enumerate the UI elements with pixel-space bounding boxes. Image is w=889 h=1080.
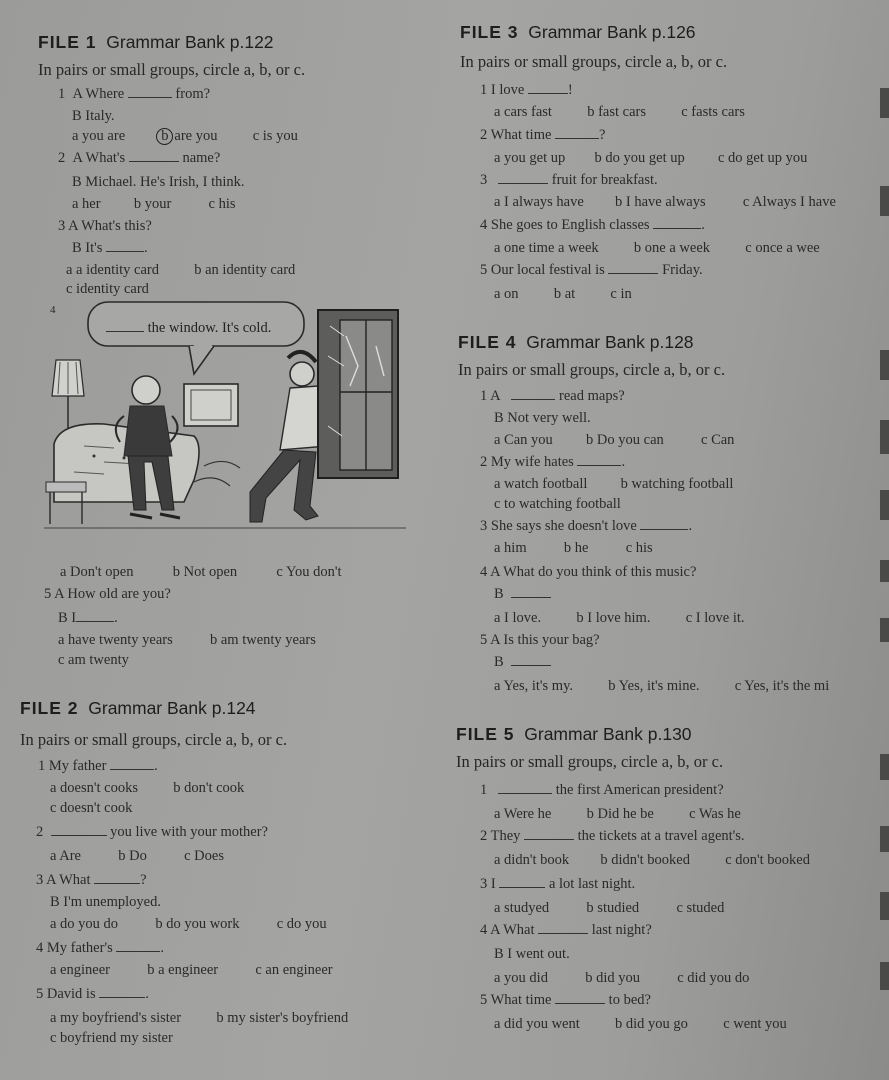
option-c[interactable]: c in: [610, 286, 632, 302]
answer-blank: [499, 876, 545, 888]
answer-blank: [511, 654, 551, 666]
file1-q4-number: 4: [50, 304, 56, 316]
file1-q5-line-a: 5 A How old are you?: [44, 586, 171, 602]
option-c[interactable]: c Always I have: [742, 194, 836, 210]
file4-q1-options: [494, 432, 734, 449]
option-c[interactable]: c You don't: [276, 564, 342, 580]
option-b[interactable]: b Do you can: [586, 432, 664, 448]
answer-blank: [106, 240, 144, 252]
answer-blank: [94, 872, 140, 884]
file3-q5-line: 5 Our local festival is Friday.: [480, 262, 703, 278]
option-a[interactable]: a Were he: [494, 806, 552, 822]
binding-tab: [880, 490, 889, 520]
option-c[interactable]: c I love it.: [685, 610, 745, 626]
option-a[interactable]: a studyed: [494, 900, 550, 916]
option-c[interactable]: c his: [208, 196, 236, 212]
option-b[interactable]: b did you: [585, 970, 640, 986]
file1-q5-option-c[interactable]: c am twenty: [58, 652, 129, 668]
option-b[interactable]: b do you work: [155, 916, 240, 932]
file2-q3-line-a: 3 A What ?: [36, 872, 147, 888]
option-b[interactable]: b Yes, it's mine.: [608, 678, 700, 694]
option-a[interactable]: a Yes, it's my.: [494, 678, 574, 694]
file4-q2-line: 2 My wife hates .: [480, 454, 626, 470]
answer-blank: [608, 262, 658, 274]
file2-heading: FILE 2 Grammar Bank p.124: [20, 698, 256, 718]
option-a[interactable]: a I always have: [494, 194, 584, 210]
answer-blank: [128, 86, 172, 98]
file2-q3-line-b: B I'm unemployed.: [50, 894, 161, 910]
option-b[interactable]: b watching football: [620, 476, 734, 492]
cartoon-illustration: [44, 296, 406, 540]
file2-q4-line: 4 My father's .: [36, 940, 164, 956]
file5-q4-line-b: B I went out.: [494, 946, 570, 962]
file4-q3-line: 3 She says she doesn't love .: [480, 518, 693, 534]
option-a[interactable]: a my boyfriend's sister: [50, 1010, 182, 1026]
file5-q1-options: [494, 806, 741, 823]
file3-instructions: In pairs or small groups, circle a, b, or c.: [460, 52, 728, 71]
answer-blank: [555, 127, 599, 139]
file5-q4-options: [494, 970, 749, 987]
option-b[interactable]: b one a week: [633, 240, 711, 256]
binding-tab: [880, 754, 889, 780]
binding-tab: [880, 618, 889, 642]
answer-blank: [577, 454, 621, 466]
file4-q5-options: [494, 678, 829, 695]
answer-blank: [76, 610, 114, 622]
file1-q1-options: [72, 128, 298, 145]
option-b[interactable]: b at: [553, 286, 576, 302]
answer-blank: [116, 940, 160, 952]
option-a[interactable]: a did you went: [494, 1016, 580, 1032]
option-a[interactable]: a on: [494, 286, 519, 302]
answer-blank: [129, 150, 179, 162]
option-b[interactable]: b didn't booked: [600, 852, 690, 868]
file3-q1-line: 1 I love !: [480, 82, 573, 98]
option-c[interactable]: c do you: [276, 916, 327, 932]
file4-q2-option-c[interactable]: c to watching football: [494, 496, 621, 512]
option-b[interactable]: b are you: [156, 128, 217, 144]
file1-q2-line-a: 2 A What's name?: [58, 150, 221, 166]
option-a[interactable]: a Can you: [494, 432, 553, 448]
option-c[interactable]: c did you do: [677, 970, 750, 986]
file3-q3-line: 3 fruit for breakfast.: [480, 172, 658, 188]
option-a[interactable]: a him: [494, 540, 527, 556]
option-a[interactable]: a a identity card: [66, 262, 159, 278]
option-b[interactable]: b a engineer: [147, 962, 219, 978]
option-c[interactable]: c went you: [723, 1016, 787, 1032]
file3-q2-line: 2 What time ?: [480, 127, 606, 143]
file2-q4-options: [50, 962, 333, 979]
option-c[interactable]: c Does: [184, 848, 224, 864]
option-b[interactable]: b my sister's boyfriend: [216, 1010, 349, 1026]
answer-blank: [524, 828, 574, 840]
answer-blank: [538, 922, 588, 934]
file5-q5-options: [494, 1016, 787, 1033]
option-a[interactable]: a watch football: [494, 476, 588, 492]
file2-q5-options: [50, 1010, 348, 1027]
binding-tab: [880, 88, 889, 118]
file1-q4-options: [60, 564, 341, 581]
file3-q2-options: [494, 150, 807, 167]
option-b[interactable]: b fast cars: [587, 104, 646, 120]
file5-q2-options: [494, 852, 810, 869]
answer-blank: [640, 518, 688, 530]
file2-q1-options: [50, 780, 244, 797]
file1-q3-options: [66, 262, 295, 279]
file1-q1-line-b: B Italy.: [72, 108, 115, 124]
file1-q3-option-c[interactable]: c identity card: [66, 281, 149, 297]
file4-q4-line-b: B: [494, 586, 551, 603]
answer-blank: [498, 782, 552, 794]
file5-q4-line-a: 4 A What last night?: [480, 922, 652, 938]
file2-instructions: In pairs or small groups, circle a, b, or c.: [20, 730, 288, 749]
option-c[interactable]: c do get up you: [718, 150, 808, 166]
file2-q2-line: 2 you live with your mother?: [36, 824, 268, 840]
file1-q3-line-a: 3 A What's this?: [58, 218, 152, 234]
option-c[interactable]: c Yes, it's the mi: [734, 678, 830, 694]
option-a[interactable]: a didn't book: [494, 852, 570, 868]
file1-q5-line-b: B I .: [58, 610, 118, 626]
file3-q1-options: [494, 104, 745, 121]
option-a[interactable]: a you get up: [494, 150, 566, 166]
option-b[interactable]: b he: [563, 540, 589, 556]
file4-q2-options: [494, 476, 733, 493]
file1-q2-options: [72, 196, 236, 213]
option-b[interactable]: b do you get up: [594, 150, 685, 166]
option-a[interactable]: a Are: [50, 848, 81, 864]
option-b[interactable]: b your: [133, 196, 172, 212]
answer-blank: [99, 986, 145, 998]
answer-blank: [555, 992, 605, 1004]
option-b[interactable]: b don't cook: [173, 780, 245, 796]
option-c[interactable]: c his: [625, 540, 653, 556]
option-c[interactable]: c an engineer: [255, 962, 333, 978]
file4-q1-line-a: 1 A read maps?: [480, 388, 625, 404]
option-c[interactable]: c is you: [252, 128, 298, 144]
option-c[interactable]: c once a wee: [745, 240, 820, 256]
option-c[interactable]: c Was he: [689, 806, 741, 822]
binding-tab: [880, 186, 889, 216]
answer-blank: [653, 217, 701, 229]
option-b[interactable]: b did you go: [615, 1016, 688, 1032]
option-a[interactable]: a Don't open: [60, 564, 134, 580]
file4-q3-options: [494, 540, 653, 557]
option-a[interactable]: a have twenty years: [58, 632, 173, 648]
file2-q5-option-c[interactable]: c boyfriend my sister: [50, 1030, 173, 1046]
file4-q4-options: [494, 610, 745, 627]
option-b[interactable]: b studied: [586, 900, 640, 916]
option-b[interactable]: b am twenty years: [210, 632, 316, 648]
file1-q3-line-b: B It's .: [72, 240, 148, 256]
file4-q4-line-a: 4 A What do you think of this music?: [480, 564, 697, 580]
file2-q3-options: [50, 916, 327, 933]
option-a[interactable]: a her: [72, 196, 101, 212]
answer-blank: [110, 758, 154, 770]
option-c[interactable]: c studed: [676, 900, 725, 916]
binding-tab: [880, 560, 889, 582]
file4-q5-line-b: B: [494, 654, 551, 671]
file3-q3-options: [494, 194, 836, 211]
option-b[interactable]: b Not open: [172, 564, 238, 580]
answer-blank: [51, 824, 107, 836]
circled-answer-mark: b: [156, 128, 173, 145]
binding-tab: [880, 892, 889, 920]
file3-q4-options: [494, 240, 820, 257]
speech-bubble-text: the window. It's cold.: [106, 320, 271, 337]
file2-q5-line: 5 David is .: [36, 986, 149, 1002]
option-b[interactable]: b I have always: [615, 194, 706, 210]
option-a[interactable]: a you did: [494, 970, 548, 986]
option-b[interactable]: b an identity card: [194, 262, 296, 278]
binding-tab: [880, 420, 889, 454]
option-b[interactable]: b Did he be: [586, 806, 654, 822]
answer-blank: [511, 586, 551, 598]
file4-q1-line-b: B Not very well.: [494, 410, 591, 426]
option-a[interactable]: a you are: [72, 128, 126, 144]
option-a[interactable]: a do you do: [50, 916, 119, 932]
file3-q4-line: 4 She goes to English classes .: [480, 217, 705, 233]
file3-q5-options: [494, 286, 632, 303]
option-a[interactable]: a I love.: [494, 610, 542, 626]
file5-heading: FILE 5 Grammar Bank p.130: [456, 724, 692, 744]
binding-tab: [880, 350, 889, 380]
file1-heading: FILE 1 Grammar Bank p.122: [38, 32, 274, 52]
file5-q3-options: [494, 900, 724, 917]
file5-q3-line: 3 I a lot last night.: [480, 876, 636, 892]
file4-instructions: In pairs or small groups, circle a, b, or c.: [458, 360, 726, 379]
file5-q1-line: 1 the first American president?: [480, 782, 724, 798]
option-a[interactable]: a doesn't cooks: [50, 780, 138, 796]
file1-q5-options: [58, 632, 316, 649]
binding-tab: [880, 962, 889, 990]
file1-q1-line-a: 1 A Where from?: [58, 86, 211, 102]
file4-heading: FILE 4 Grammar Bank p.128: [458, 332, 694, 352]
binding-tab: [880, 826, 889, 852]
file5-q5-line: 5 What time to bed?: [480, 992, 651, 1008]
answer-blank: [511, 388, 555, 400]
option-a[interactable]: a one time a week: [494, 240, 599, 256]
option-b[interactable]: b I love him.: [576, 610, 651, 626]
option-a[interactable]: a cars fast: [494, 104, 552, 120]
option-c[interactable]: c don't booked: [725, 852, 810, 868]
file4-q5-line-a: 5 A Is this your bag?: [480, 632, 600, 648]
option-c[interactable]: c fasts cars: [681, 104, 745, 120]
option-c[interactable]: c Can: [701, 432, 735, 448]
answer-blank: [528, 82, 568, 94]
answer-blank: [498, 172, 548, 184]
file2-q1-line: 1 My father .: [38, 758, 158, 774]
file1-q2-line-b: B Michael. He's Irish, I think.: [72, 174, 245, 190]
file2-q1-option-c[interactable]: c doesn't cook: [50, 800, 133, 816]
file1-instructions: In pairs or small groups, circle a, b, or c.: [38, 60, 306, 79]
option-a[interactable]: a engineer: [50, 962, 110, 978]
answer-blank: [106, 320, 144, 332]
file2-q2-options: [50, 848, 224, 865]
file3-heading: FILE 3 Grammar Bank p.126: [460, 22, 696, 42]
file5-q2-line: 2 They the tickets at a travel agent's.: [480, 828, 745, 844]
file5-instructions: In pairs or small groups, circle a, b, or c.: [456, 752, 724, 771]
option-b[interactable]: b Do: [118, 848, 147, 864]
